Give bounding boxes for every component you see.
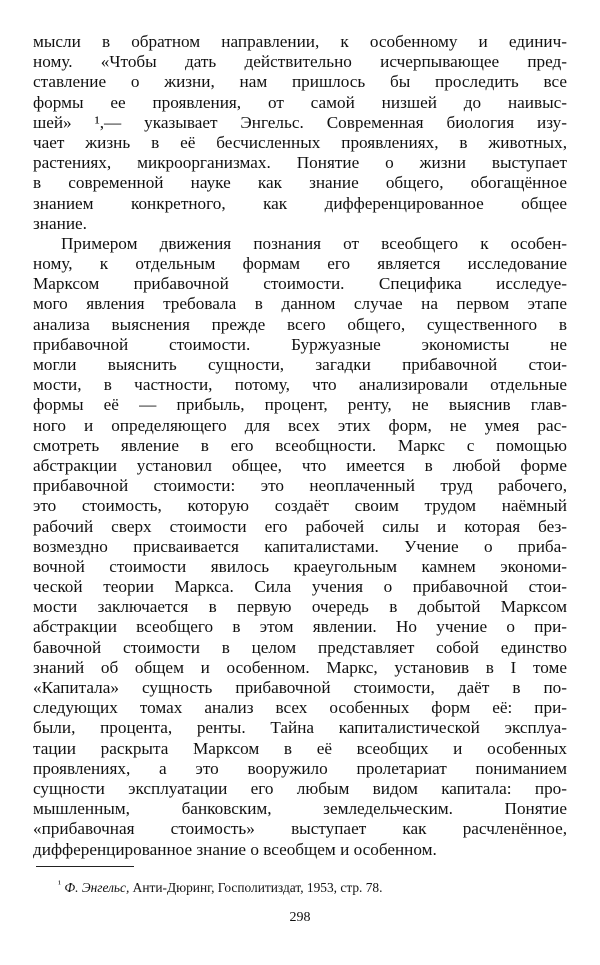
- text-line: «Капитала» сущность прибавочной стоимости, даёт в по-: [33, 678, 567, 697]
- text-line: мышленным, банковским, земледельческим. Понятие: [33, 799, 567, 819]
- text-line: проявлениях, а это вооружило пролетариат пониманием: [33, 758, 567, 778]
- text-line: растениях, микроорганизмах. Понятие о жизни выступает: [33, 153, 567, 173]
- page-number: 298: [289, 910, 311, 925]
- paragraph-2: [33, 234, 567, 860]
- text-line: мости, в частности, потому, что анализировали отдельные: [33, 375, 567, 395]
- text-line: были, процента, ренты. Тайна капиталистической эксплуа-: [33, 718, 567, 738]
- text-line: смотреть явление в его всеобщности. Маркс с помощью: [33, 435, 567, 455]
- text-line: Примером движения познания от всеобщего к особен-: [61, 233, 567, 253]
- text-line: прибавочной стоимости. Буржуазные экономисты не: [33, 334, 567, 354]
- text-line: следующих томах анализ всех особенных форм её: при-: [33, 698, 567, 718]
- text-line: абстракции установил общее, что имеется в любой форме: [33, 455, 567, 475]
- text-line: ческой теории Маркса. Сила учения о прибавочной стои-: [33, 577, 567, 597]
- footnote-author: Ф. Энгельс,: [64, 880, 130, 895]
- text-line: чает жизнь в её бесчисленных проявлениях, в животных,: [33, 132, 567, 152]
- text-line: «прибавочная стоимость» выступает как расчленённое,: [33, 819, 567, 839]
- text-line: знаний об общем и особенном. Маркс, установив в I томе: [33, 657, 567, 677]
- footnote-marker: ¹: [58, 879, 61, 890]
- text-line: прибавочной стоимости: это неоплаченный труд рабочего,: [33, 476, 567, 496]
- text-line: мого явления требовала в данном случае на первом этапе: [33, 294, 567, 314]
- text-line: ному, к отдельным формам его является исследование: [33, 254, 567, 274]
- footnote-source: Анти-Дюринг, Госполитиздат, 1953, стр. 78.: [132, 880, 383, 895]
- text-line: ного и определяющего для всех этих форм, не умея рас-: [33, 415, 567, 435]
- text-line: возмездно присваивается капиталистами. Учение о приба-: [33, 536, 567, 556]
- footnote: [58, 877, 382, 896]
- paragraph-1: [33, 32, 567, 234]
- text-line: дифференцированное знание о всеобщем и особенном.: [33, 839, 437, 859]
- text-line: формы ее проявления, от самой низшей до наивыс-: [33, 92, 567, 112]
- text-line: Марксом прибавочной стоимости. Специфика исследуе-: [33, 274, 567, 294]
- text-line: формы её — прибыль, процент, ренту, не выяснив глав-: [33, 395, 567, 415]
- text-line: вочной стоимости явилось краеугольным камнем экономи-: [33, 556, 567, 576]
- text-line: знанием конкретного, как дифференцированное общее: [33, 193, 567, 213]
- text-line: ставление о жизни, нам пришлось бы проследить все: [33, 72, 567, 92]
- text-line: ному. «Чтобы дать действительно исчерпывающее пред-: [33, 52, 567, 72]
- text-line: это стоимость, которую создаёт своим трудом наёмный: [33, 496, 567, 516]
- text-line: мысли в обратном направлении, к особенному и единич-: [33, 32, 567, 51]
- text-line: в современной науке как знание общего, обогащённое: [33, 173, 567, 193]
- text-line: бавочной стоимости в целом представляет собой единство: [33, 637, 567, 657]
- text-line: могли выяснить сущности, загадки прибавочной стои-: [33, 355, 567, 374]
- footnote-divider: [36, 866, 134, 867]
- text-line: тации раскрыта Марксом в её всеобщих и особенных: [33, 738, 567, 758]
- text-line: абстракции всеобщего в этом явлении. Но учение о при-: [33, 617, 567, 637]
- text-line: мости заключается в первую очередь в добытой Марксом: [33, 597, 567, 617]
- text-line: анализа выяснения прежде всего общего, существенного в: [33, 314, 567, 334]
- text-line: знание.: [33, 213, 87, 233]
- text-line: рабочий сверх стоимости его рабочей силы и которая без-: [33, 516, 567, 536]
- text-line: сущности эксплуатации его любым видом капитала: про-: [33, 778, 567, 798]
- text-line: шей» ¹,— указывает Энгельс. Современная биология изу-: [33, 112, 567, 132]
- main-text: [33, 32, 567, 860]
